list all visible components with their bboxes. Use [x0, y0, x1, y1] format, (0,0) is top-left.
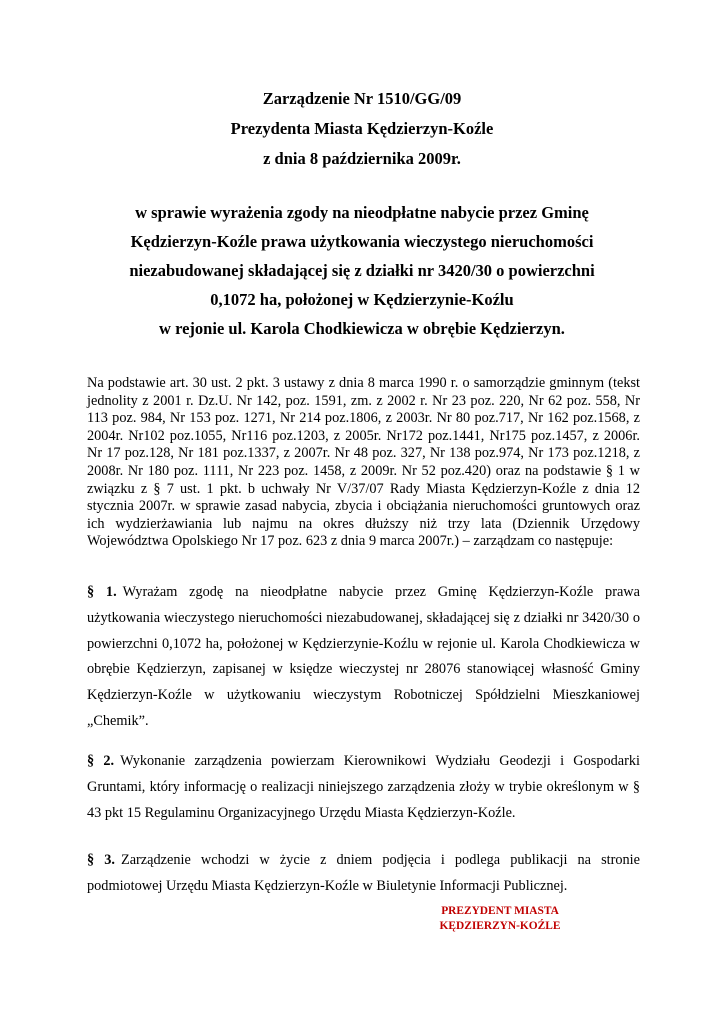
subject-line: w sprawie wyrażenia zgody na nieodpłatne nabycie przez Gminę	[135, 203, 589, 222]
paragraph-symbol: § 1.	[87, 584, 117, 600]
signature-title: PREZYDENT MIASTA	[441, 905, 559, 917]
signature-city: KĘDZIERZYN-KOŹLE	[439, 920, 561, 932]
paragraph-3	[87, 848, 640, 900]
subject-line: Kędzierzyn-Koźle prawa użytkowania wieczystego nieruchomości	[130, 232, 594, 251]
paragraph-text: Wykonanie zarządzenia powierzam Kierownikowi Wydziału Geodezji i Gospodarki Gruntami, który informację o realizacji niniejszego zarządzenia złoży w trybie określonym w § 43 pkt 15 Regulaminu Organizacyjnego Urzędu Miasta Kędzierzyn-Koźle.	[87, 753, 640, 821]
subject-line: w rejonie ul. Karola Chodkiewicza w obrębie Kędzierzyn.	[159, 319, 565, 338]
paragraph-symbol: § 2.	[87, 753, 115, 769]
paragraph-text: Wyrażam zgodę na nieodpłatne nabycie przez Gminę Kędzierzyn-Koźle prawa użytkowania wieczystego nieruchomości niezabudowanej, składającej się z działki nr 3420/30 o powierzchni 0,1072 ha, położonej w Kędzierzynie-Koźlu w rejonie ul. Karola Chodkiewicza w obrębie Kędzierzyn, zapisanej w księdze wieczystej nr 28076 stanowiącej własność Gminy Kędzierzyn-Koźle w użytkowaniu wieczystym Robotniczej Spółdzielni Mieszkaniowej „Chemik”.	[87, 584, 640, 729]
paragraph-text: Zarządzenie wchodzi w życie z dniem podjęcia i podlega publikacji na stronie podmiotowej Urzędu Miasta Kędzierzyn-Koźle w Biuletynie Informacji Publicznej.	[87, 852, 640, 894]
paragraph-symbol: § 3.	[87, 852, 115, 868]
document-header	[0, 84, 724, 174]
paragraph-1	[87, 580, 640, 735]
paragraph-2	[87, 749, 640, 826]
legal-basis-preamble: Na podstawie art. 30 ust. 2 pkt. 3 ustawy z dnia 8 marca 1990 r. o samorządzie gminnym (tekst jednolity z 2001 r. Dz.U. Nr 142, poz. 1591, zm. z 2002 r. Nr 23 poz. 220, Nr 62 poz. 558, Nr 113 poz. 984, Nr 153 poz. 1271, Nr 214 poz.1806, z 2003r. Nr 80 poz.717, Nr 162 poz.1568, z 2004r. Nr102 poz.1055, Nr116 poz.1203, z 2005r. Nr172 poz.1441, Nr175 poz.1457, z 2006r. Nr 17 poz.128, Nr 181 poz.1337, z 2007r. Nr 48 poz. 327, Nr 138 poz.974, Nr 173 poz.1218, z 2008r. Nr 180 poz. 1111, Nr 223 poz. 1458, z 2009r. Nr 52 poz.420) oraz na podstawie § 1 w związku z § 7 ust. 1 pkt. b uchwały Nr V/37/07 Rady Miasta Kędzierzyn-Koźle z dnia 12 stycznia 2007r. w sprawie zasad nabycia, zbycia i obciążania nieruchomości gruntowych oraz ich wydzierżawiania lub najmu na okres dłuższy niż trzy lata (Dziennik Urzędowy Województwa Opolskiego Nr 17 poz. 623 z dnia 9 marca 2007r.) – zarządzam co następuje:	[87, 375, 640, 550]
subject-line: niezabudowanej składającej się z działki nr 3420/30 o powierzchni	[129, 261, 595, 280]
subject	[0, 198, 724, 343]
signature-block	[430, 904, 570, 934]
issuer: Prezydenta Miasta Kędzierzyn-Koźle	[230, 119, 494, 138]
subject-line: 0,1072 ha, położonej w Kędzierzynie-Koźlu	[210, 290, 514, 309]
ordinance-number: Zarządzenie Nr 1510/GG/09	[262, 89, 462, 108]
issue-date: z dnia 8 października 2009r.	[263, 149, 461, 168]
